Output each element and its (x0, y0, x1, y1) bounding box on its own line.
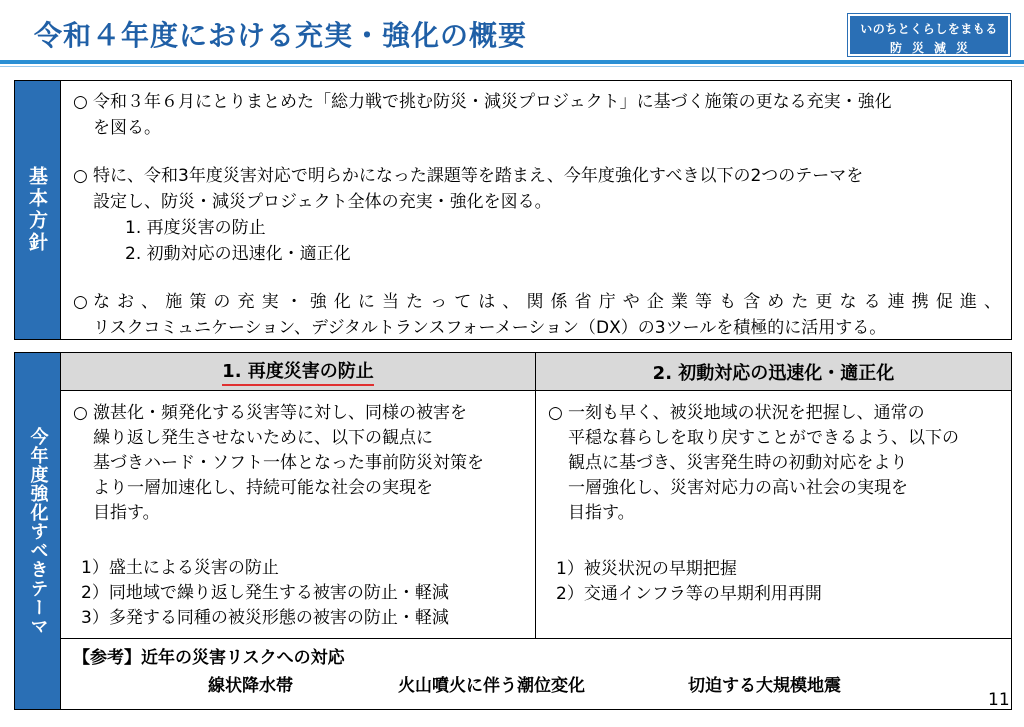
reference-item: 切迫する大規模地震 (688, 676, 841, 696)
policy-paragraph-2: ○ 特に、令和3年度災害対応で明らかになった課題等を踏まえ、今年度強化すべき以下の2つのテーマを 設定し、防災・減災プロジェクト全体の充実・強化を図る。 (73, 163, 1001, 215)
reference-box (61, 638, 1011, 709)
policy-paragraph-1: ○ 令和３年６月にとりまとめた「総力戦で挑む防災・減災プロジェクト」に基づく施策の更なる充実・強化 を図る。 (73, 89, 1001, 141)
circle-bullet-icon: ○ (73, 292, 88, 312)
policy-theme-item: 2. 初動対応の迅速化・適正化 (125, 244, 351, 264)
reference-title: 【参考】近年の災害リスクへの対応 (73, 648, 345, 668)
reference-items (73, 671, 999, 701)
circle-bullet-icon: ○ (73, 403, 88, 423)
reference-item: 線状降水帯 (208, 676, 293, 696)
policy-paragraph-3: ○ なお、施策の充実・強化に当たっては、関係省庁や企業等も含めた更なる連携促進、 リスクコミュニケーション、デジタルトランスフォーメーション（DX）の3ツールを積極的に活用する。 (73, 289, 1001, 341)
title-underline-thin (0, 66, 1024, 67)
badge-line-1: いのちとくらしをまもる (860, 22, 998, 36)
badge-line-2: 防災減災 (889, 41, 978, 55)
policy-theme-item: 1. 再度災害の防止 (125, 218, 266, 238)
theme1-heading: 1. 再度災害の防止 (61, 353, 536, 391)
campaign-badge (848, 14, 1010, 56)
circle-bullet-icon: ○ (73, 92, 88, 112)
circle-bullet-icon: ○ (548, 403, 563, 423)
themes-section (14, 352, 1012, 710)
theme1-description: ○ 激甚化・頻発化する災害等に対し、同様の被害を 繰り返し発生させないために、以下の観点に 基づきハード・ソフト一体となった事前防災対策を より一層加速化し、持続可能な社会の実現を 目指す。 (73, 403, 484, 523)
theme1-body (61, 391, 536, 638)
theme1-list (73, 556, 525, 631)
reference-item: 火山噴火に伴う潮位変化 (398, 676, 585, 696)
title-underline (0, 60, 1024, 64)
themes-content (60, 353, 1011, 709)
page-title: 令和４年度における充実・強化の概要 (34, 19, 528, 52)
list-item: 3）多発する同種の被災形態の被害の防止・軽減 (81, 608, 449, 628)
themes-label: 今年度強化すべきテーマ (15, 353, 60, 709)
basic-policy-section (14, 80, 1012, 340)
list-item: 2）交通インフラ等の早期利用再開 (556, 584, 822, 604)
list-item: 1）被災状況の早期把握 (556, 559, 737, 579)
basic-policy-content (60, 81, 1011, 339)
page-number: 11 (988, 690, 1010, 710)
list-item: 1）盛土による災害の防止 (81, 558, 279, 578)
theme2-description: ○ 一刻も早く、被災地域の状況を把握し、通常の 平穏な暮らしを取り戻すことができるよう、以下の 観点に基づき、災害発生時の初動対応をより 一層強化し、災害対応力の高い社会の実現を 目指す。 (548, 403, 959, 523)
basic-policy-label: 基本方針 (15, 81, 60, 339)
circle-bullet-icon: ○ (73, 166, 88, 186)
theme2-heading: 2. 初動対応の迅速化・適正化 (536, 353, 1011, 391)
theme2-list (548, 557, 1001, 607)
theme2-body (536, 391, 1011, 638)
list-item: 2）同地域で繰り返し発生する被害の防止・軽減 (81, 583, 449, 603)
